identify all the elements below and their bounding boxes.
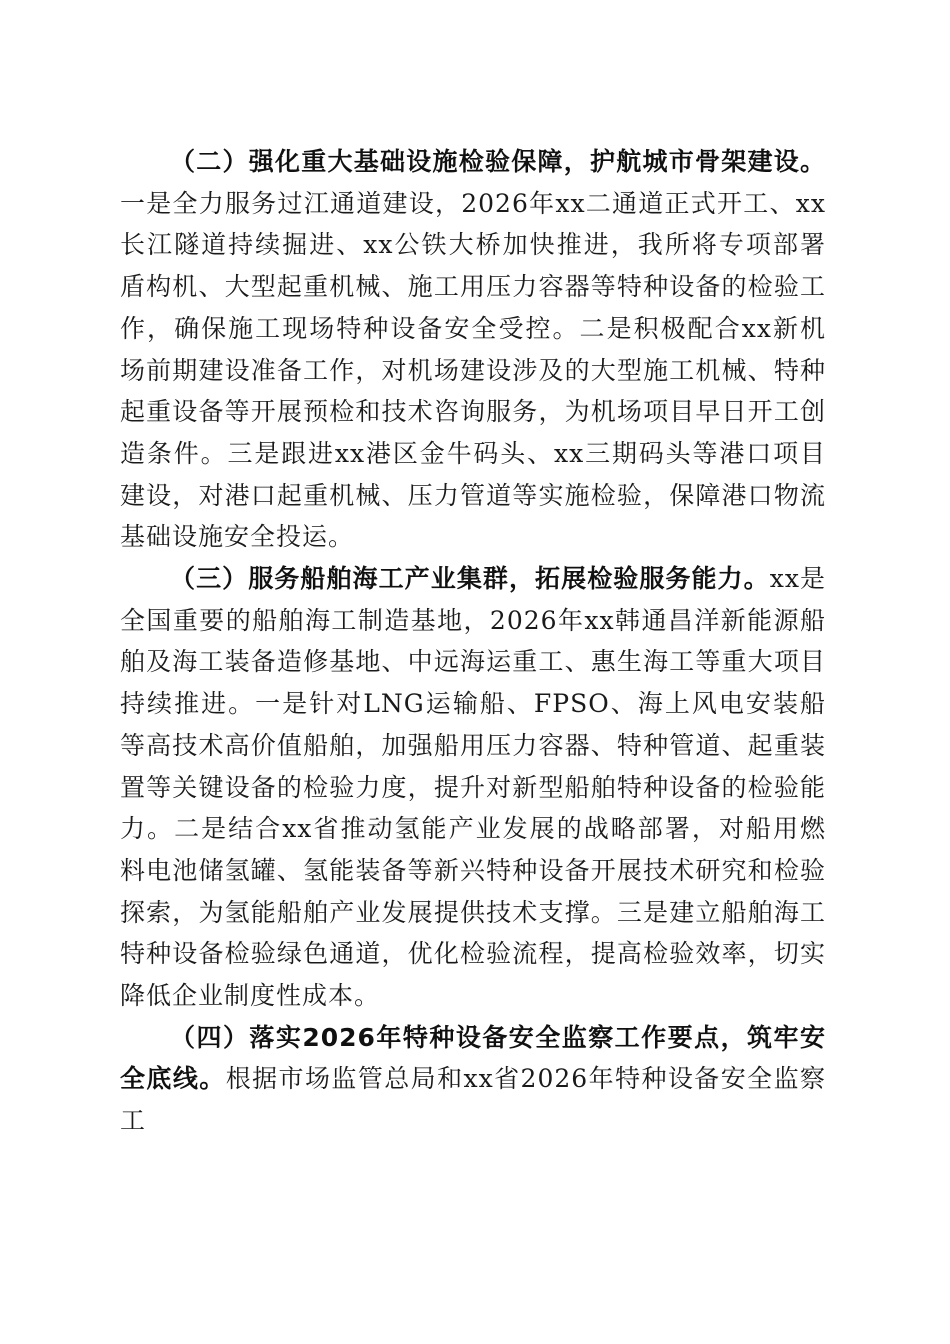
section-text: xx是全国重要的船舶海工制造基地，2026年xx韩通昌洋新能源船舶及海工装备造修基地、中远海运重工、惠生海工等重大项目持续推进。一是针对LNG运输船、FPSO、海上风电安装船等高技术高价值船舶，加强船用压力容器、特种管道、起重装置等关键设备的检验力度，提升对新型船舶特种设备的检验能力。二是结合xx省推动氢能产业发展的战略部署，对船用燃料电池储氢罐、氢能装备等新兴特种设备开展技术研究和检验探索，为氢能船舶产业发展提供技术支撑。三是建立船舶海工特种设备检验绿色通道，优化检验流程，提高检验效率，切实降低企业制度性成本。 [120, 564, 826, 1011]
paragraph-safety [120, 1017, 826, 1142]
section-heading: （二）强化重大基础设施检验保障，护航城市骨架建设。 [170, 147, 826, 176]
paragraph-infrastructure [120, 141, 826, 558]
paragraph-shipbuilding [120, 558, 826, 1017]
section-text: 根据市场监管总局和xx省2026年特种设备安全监察工 [120, 1064, 826, 1136]
section-heading: （三）服务船舶海工产业集群，拓展检验服务能力。 [170, 564, 770, 594]
section-text: 一是全力服务过江通道建设，2026年xx二通道正式开工、xx长江隧道持续掘进、xx公铁大桥加快推进，我所将专项部署盾构机、大型起重机械、施工用压力容器等特种设备的检验工作，确保施工现场特种设备安全受控。二是积极配合xx新机场前期建设准备工作，对机场建设涉及的大型施工机械、特种起重设备等开展预检和技术咨询服务，为机场项目早日开工创造条件。三是跟进xx港区金牛码头、xx三期码头等港口项目建设，对港口起重机械、压力管道等实施检验，保障港口物流基础设施安全投运。 [120, 188, 826, 552]
document-body [120, 141, 826, 1142]
section-heading: （四）落实2026年特种设备安全监察工作要点，筑牢安全底线。 [120, 1022, 826, 1094]
